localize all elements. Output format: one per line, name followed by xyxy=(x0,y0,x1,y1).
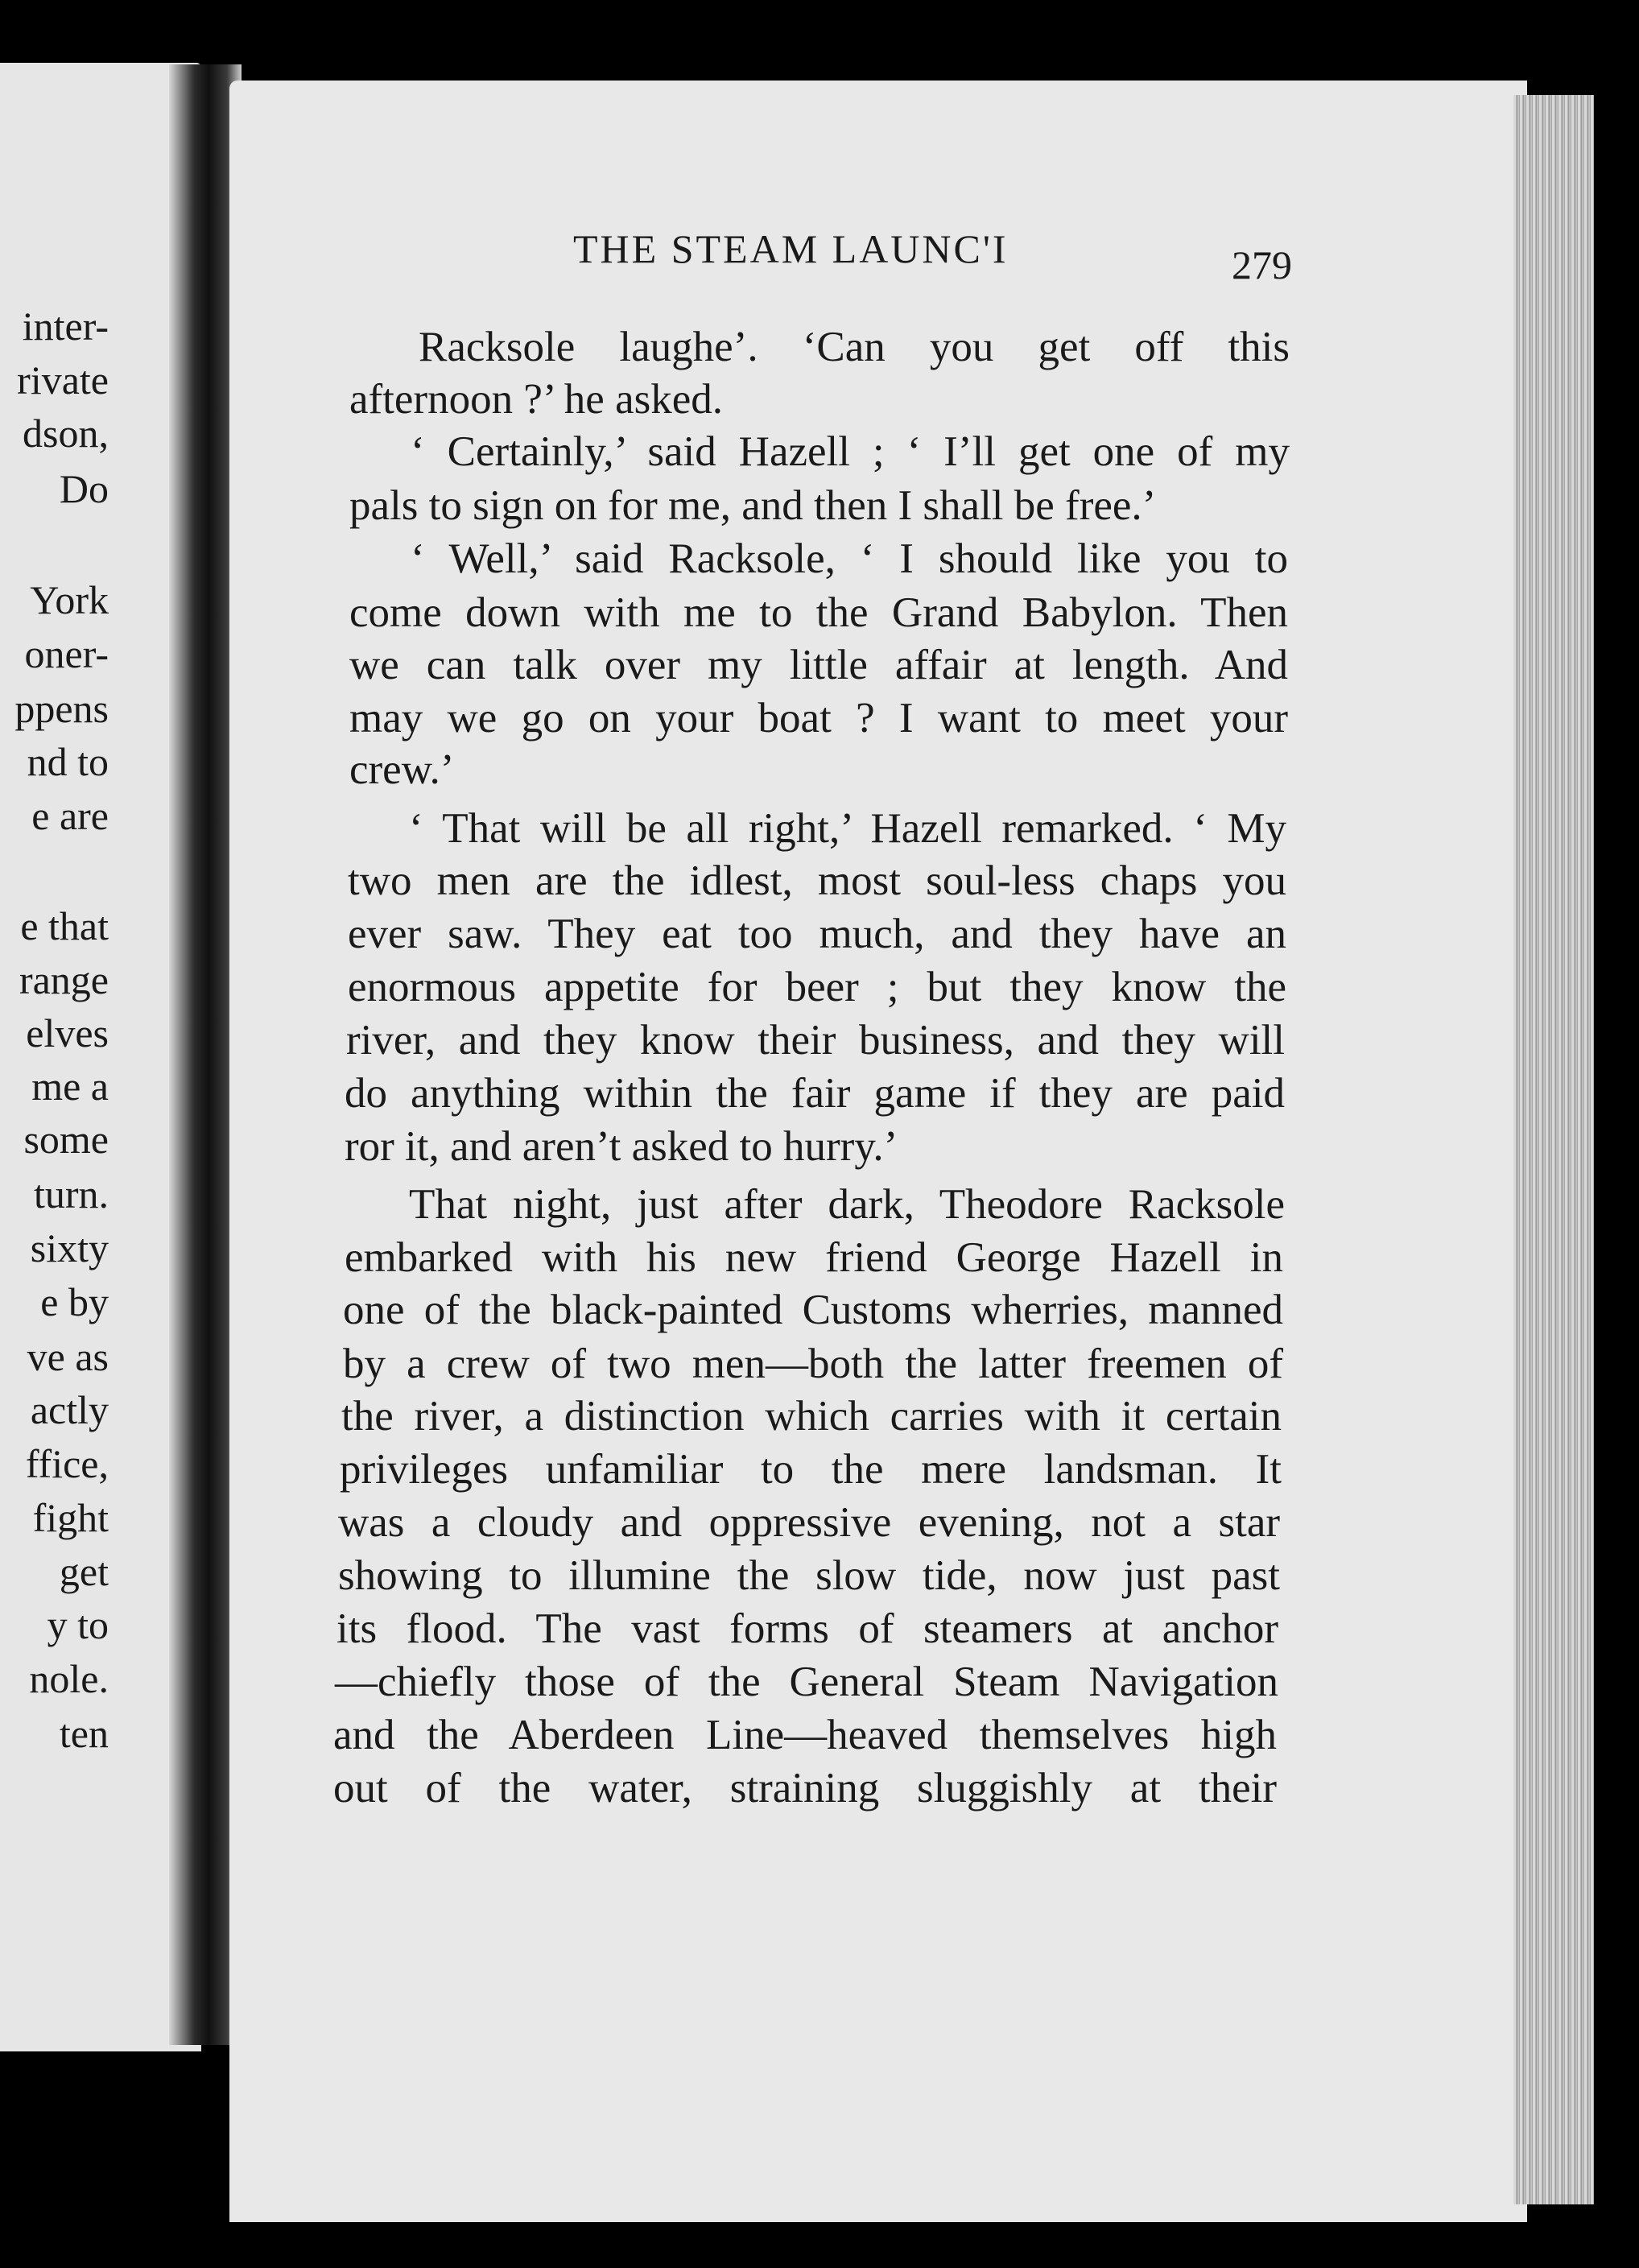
text-line: ‘ Certainly,’ said Hazell ; ‘ I’ll get one of my xyxy=(411,428,1290,475)
left-page-line: e that xyxy=(20,903,109,948)
left-page-line: get xyxy=(59,1549,109,1594)
left-page-line: ten xyxy=(59,1711,109,1756)
text-line: was a cloudy and oppressive evening, not a star xyxy=(338,1499,1280,1546)
text-line: its flood. The vast forms of steamers at anchor xyxy=(336,1605,1278,1652)
left-page-line: ve as xyxy=(27,1334,109,1379)
text-line: ever saw. They eat too much, and they have an xyxy=(348,911,1286,957)
text-line: embarked with his new friend George Hazell in xyxy=(345,1234,1283,1281)
left-page-line: oner- xyxy=(24,631,109,676)
text-line: showing to illumine the slow tide, now just past xyxy=(338,1552,1280,1599)
text-line: enormous appetite for beer ; but they know the xyxy=(348,964,1286,1010)
left-page-line: nole. xyxy=(29,1656,109,1701)
left-page-line: elves xyxy=(26,1010,109,1056)
running-head: THE STEAM LAUNC'I xyxy=(573,226,1009,271)
text-line: ror it, and aren’t asked to hurry.’ xyxy=(345,1123,898,1170)
text-line: out of the water, straining sluggishly at their xyxy=(333,1765,1277,1812)
left-page-line: turn. xyxy=(33,1171,109,1217)
text-line: we can talk over my little affair at length. And xyxy=(349,642,1288,688)
text-line: by a crew of two men—both the latter freemen of xyxy=(343,1341,1283,1387)
text-line: ‘ That will be all right,’ Hazell remarked. ‘ My xyxy=(409,805,1286,852)
left-page-line: me a xyxy=(31,1064,109,1109)
left-page-line: Do xyxy=(59,466,109,511)
text-line: two men are the idlest, most soul-less chaps you xyxy=(348,857,1286,904)
left-page-line: rivate xyxy=(17,357,109,403)
left-page-line: nd to xyxy=(27,739,109,784)
left-page-line: some xyxy=(23,1117,109,1162)
page-number: 279 xyxy=(1232,242,1292,287)
left-page-line: actly xyxy=(30,1387,109,1432)
text-line: crew.’ xyxy=(349,746,455,793)
left-page-line: e are xyxy=(31,793,109,838)
left-page-line: fight xyxy=(32,1495,109,1540)
text-line: Racksole laughe’. ‘Can you get off this xyxy=(419,324,1290,370)
left-page-line: sixty xyxy=(30,1225,109,1270)
text-line: come down with me to the Grand Babylon. Then xyxy=(349,589,1288,636)
left-page-line: ffice, xyxy=(25,1441,109,1486)
text-line: afternoon ?’ he asked. xyxy=(349,376,724,423)
text-line: and the Aberdeen Line—heaved themselves high xyxy=(333,1712,1277,1758)
text-line: one of the black-painted Customs wherries, manned xyxy=(343,1287,1283,1333)
left-page-line: y to xyxy=(47,1602,109,1647)
left-page-line: inter- xyxy=(22,304,109,349)
text-line: —chiefly those of the General Steam Navigation xyxy=(335,1659,1278,1705)
text-line: privileges unfamiliar to the mere landsman. It xyxy=(340,1446,1282,1493)
text-line: pals to sign on for me, and then I shall be free.’ xyxy=(349,482,1157,529)
left-page-line: York xyxy=(30,577,109,622)
text-line: river, and they know their business, and they will xyxy=(346,1017,1285,1064)
text-line: do anything within the fair game if they are paid xyxy=(345,1070,1285,1117)
left-page-line: ppens xyxy=(14,686,109,731)
text-line: may we go on your boat ? I want to meet your xyxy=(349,695,1288,742)
left-page-line: e by xyxy=(40,1279,109,1324)
text-line: That night, just after dark, Theodore Racksole xyxy=(409,1181,1285,1228)
page-edges xyxy=(1513,95,1594,2204)
left-page-line: dson, xyxy=(23,411,109,456)
text-line: ‘ Well,’ said Racksole, ‘ I should like you to xyxy=(411,535,1288,582)
left-page-line: range xyxy=(19,957,109,1002)
text-line: the river, a distinction which carries with it certain xyxy=(341,1393,1282,1440)
